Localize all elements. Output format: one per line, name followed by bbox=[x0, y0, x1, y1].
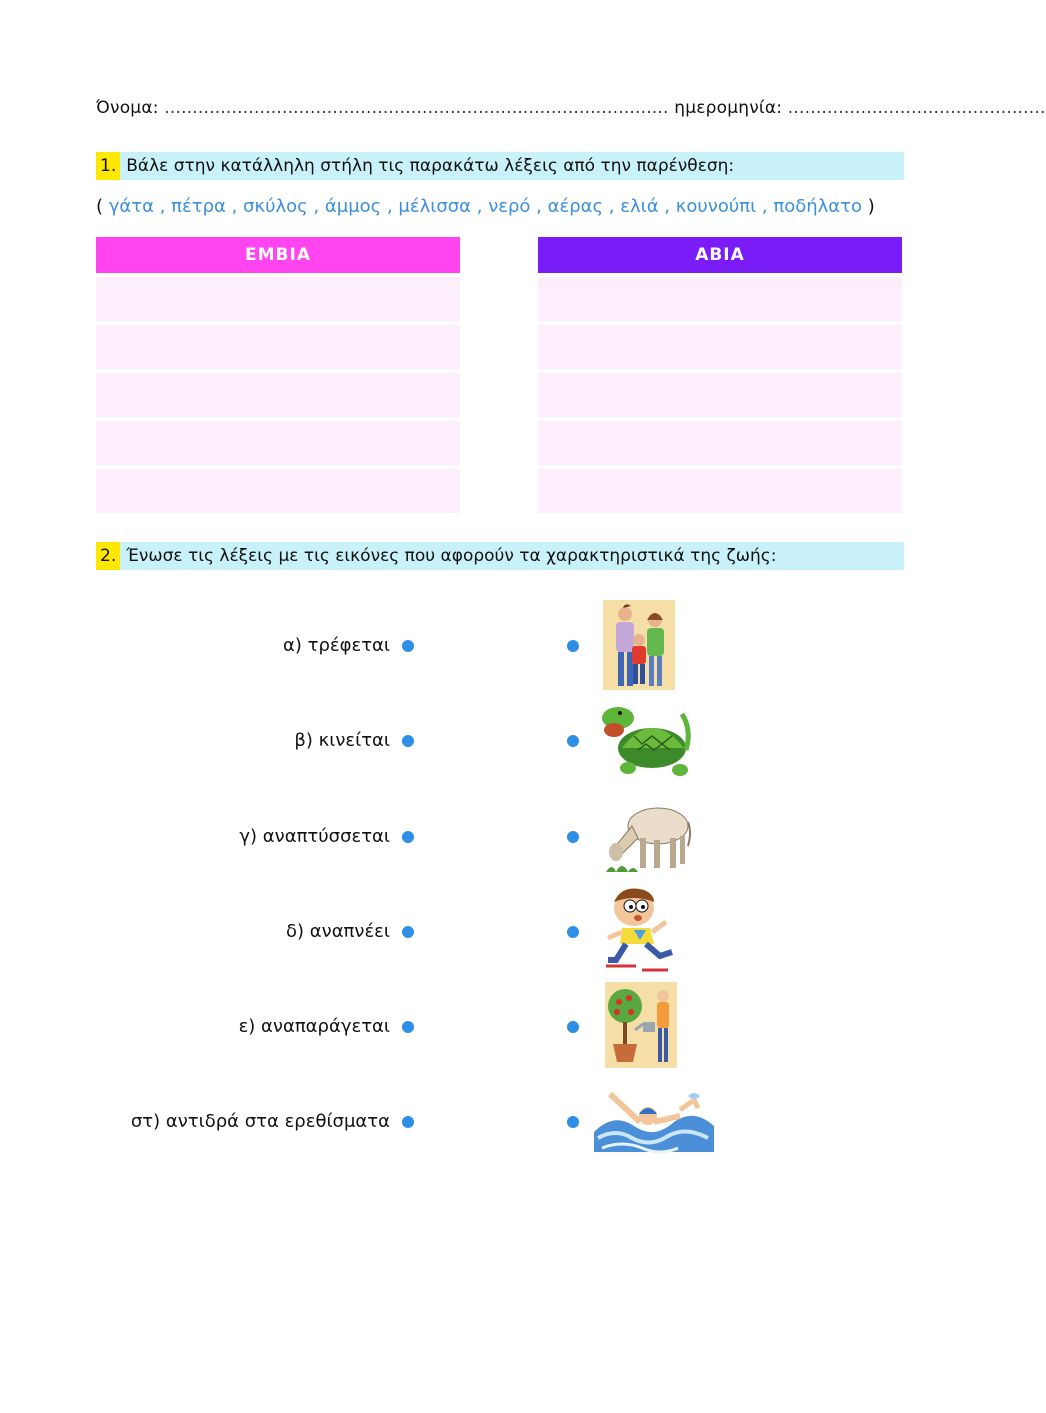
word-item[interactable]: αέρας bbox=[547, 196, 604, 217]
embia-drop-cell[interactable] bbox=[96, 421, 460, 465]
left-match-dot[interactable] bbox=[402, 926, 414, 938]
word-item[interactable]: κουνούπι bbox=[675, 196, 757, 217]
embia-drop-cell[interactable] bbox=[96, 325, 460, 369]
header-line bbox=[96, 98, 1046, 118]
task2-instruction: Ένωσε τις λέξεις με τις εικόνες που αφορούν τα χαρακτηριστικά της ζωής: bbox=[126, 546, 777, 566]
match-label: γ) αναπτύσσεται bbox=[239, 826, 390, 847]
embia-table bbox=[96, 237, 460, 513]
right-match-dot[interactable] bbox=[567, 1021, 579, 1033]
abia-table bbox=[538, 237, 902, 513]
name-field[interactable]: .......................................................................................... bbox=[164, 98, 669, 118]
embia-drop-cell[interactable] bbox=[96, 469, 460, 513]
embia-header: ΕΜΒΙΑ bbox=[96, 237, 460, 273]
left-match-dot[interactable] bbox=[402, 1021, 414, 1033]
abia-drop-cell[interactable] bbox=[538, 277, 902, 321]
name-label: Όνομα: bbox=[96, 98, 159, 118]
left-match-dot[interactable] bbox=[402, 640, 414, 652]
running-boy-icon[interactable] bbox=[598, 886, 690, 976]
word-item[interactable]: ελιά bbox=[620, 196, 659, 217]
date-label: ημερομηνία: bbox=[674, 98, 783, 118]
right-match-dot[interactable] bbox=[567, 640, 579, 652]
abia-header: ΑΒΙΑ bbox=[538, 237, 902, 273]
match-label: α) τρέφεται bbox=[283, 635, 390, 656]
word-item[interactable]: γάτα bbox=[108, 196, 154, 217]
left-match-dot[interactable] bbox=[402, 1116, 414, 1128]
task1-number: 1. bbox=[96, 152, 120, 180]
left-match-dot[interactable] bbox=[402, 831, 414, 843]
task1-instruction: Βάλε στην κατάλληλη στήλη τις παρακάτω λέξεις από την παρένθεση: bbox=[126, 156, 735, 176]
date-field[interactable]: .............................................. bbox=[787, 98, 1046, 118]
embia-drop-cell[interactable] bbox=[96, 373, 460, 417]
task2-number: 2. bbox=[96, 542, 120, 570]
right-match-dot[interactable] bbox=[567, 831, 579, 843]
right-match-dot[interactable] bbox=[567, 1116, 579, 1128]
abia-drop-cell[interactable] bbox=[538, 469, 902, 513]
family-icon[interactable] bbox=[603, 600, 675, 690]
task2-instruction-bar bbox=[96, 542, 904, 570]
match-label: δ) αναπνέει bbox=[286, 921, 390, 942]
match-label: β) κινείται bbox=[294, 730, 390, 751]
match-label: στ) αντιδρά στα ερεθίσματα bbox=[130, 1111, 390, 1132]
word-item[interactable]: άμμος bbox=[324, 196, 382, 217]
swimmer-icon[interactable] bbox=[592, 1086, 716, 1158]
watering-tree-icon[interactable] bbox=[605, 982, 677, 1068]
word-item[interactable]: μέλισσα bbox=[398, 196, 472, 217]
abia-drop-cell[interactable] bbox=[538, 373, 902, 417]
word-list: ( γάτα , πέτρα , σκύλος , άμμος , μέλισσα , νερό , αέρας , ελιά , κουνούπι , ποδήλατο ) bbox=[96, 196, 875, 217]
right-match-dot[interactable] bbox=[567, 926, 579, 938]
word-item[interactable]: σκύλος bbox=[243, 196, 308, 217]
right-match-dot[interactable] bbox=[567, 735, 579, 747]
abia-drop-cell[interactable] bbox=[538, 421, 902, 465]
word-item[interactable]: νερό bbox=[488, 196, 531, 217]
turtle-icon[interactable] bbox=[598, 702, 694, 782]
left-match-dot[interactable] bbox=[402, 735, 414, 747]
close-paren: ) bbox=[867, 196, 875, 217]
embia-drop-cell[interactable] bbox=[96, 277, 460, 321]
word-item[interactable]: ποδήλατο bbox=[773, 196, 863, 217]
abia-drop-cell[interactable] bbox=[538, 325, 902, 369]
word-item[interactable]: πέτρα bbox=[171, 196, 226, 217]
match-label: ε) αναπαράγεται bbox=[238, 1016, 390, 1037]
task1-instruction-bar bbox=[96, 152, 904, 180]
cow-grazing-icon[interactable] bbox=[604, 792, 692, 878]
open-paren: ( bbox=[96, 196, 104, 217]
